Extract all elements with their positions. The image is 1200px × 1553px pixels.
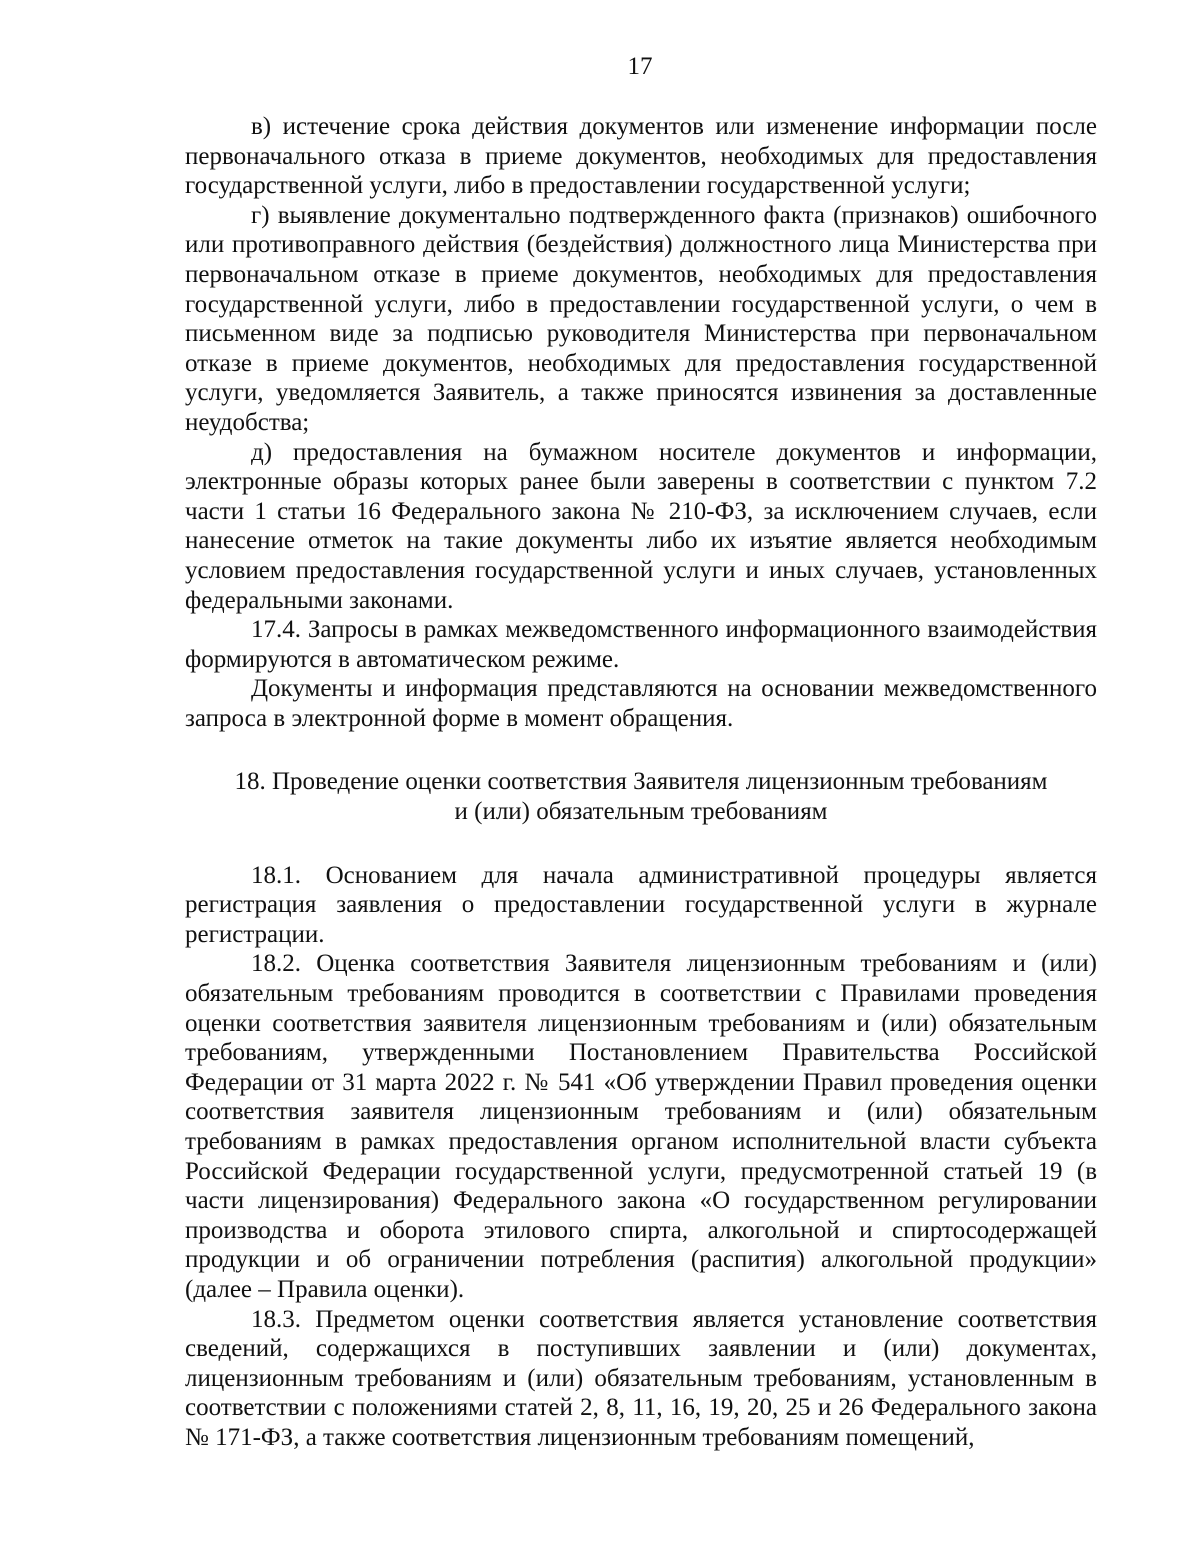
- paragraph-g: г) выявление документально подтвержденного факта (признаков) ошибочного или противоправного действия (бездействия) должностного лица Министерства при первоначальном отказе в приеме документов, необходимых для предоставления государственной услуги, либо в предоставлении государственной услуги, о чем в письменном виде за подписью руководителя Министерства при первоначальном отказе в приеме документов, необходимых для предоставления государственной услуги, уведомляется Заявитель, а также приносятся извинения за доставленные неудобства;: [185, 201, 1097, 436]
- paragraph-17-4: 17.4. Запросы в рамках межведомственного информационного взаимодействия формируются в автоматическом режиме.: [185, 616, 1097, 673]
- document-body: [185, 112, 1097, 1453]
- paragraph-v: в) истечение срока действия документов или изменение информации после первоначального отказа в приеме документов, необходимых для предоставления государственной услуги, либо в предоставлении государственной услуги;: [185, 113, 1097, 200]
- paragraph-18-2: 18.2. Оценка соответствия Заявителя лицензионным требованиям и (или) обязательным требованиям проводится в соответствии с Правилами проведения оценки соответствия заявителя лицензионным требованиям и (или) обязательным требованиям, утвержденными Постановлением Правительства Российской Федерации от 31 марта 2022 г. № 541 «Об утверждении Правил проведения оценки соответствия заявителя лицензионным требованиям и (или) обязательным требованиям в рамках предоставления органом исполнительной власти субъекта Российской Федерации государственной услуги, предусмотренной статьей 19 (в части лицензирования) Федерального закона «О государственном регулировании производства и оборота этилового спирта, алкогольной и спиртосодержащей продукции и об ограничении потребления (распития) алкогольной продукции» (далее – Правила оценки).: [185, 950, 1097, 1303]
- section-heading-18: [185, 767, 1097, 826]
- paragraph-18-1: 18.1. Основанием для начала административной процедуры является регистрация заявления о предоставлении государственной услуги в журнале регистрации.: [185, 861, 1097, 948]
- paragraph-documents-information: Документы и информация представляются на основании межведомственного запроса в электронной форме в момент обращения.: [185, 675, 1097, 732]
- page-number: 17: [627, 53, 653, 80]
- paragraph-18-3: 18.3. Предметом оценки соответствия является установление соответствия сведений, содержащихся в поступивших заявлении и (или) документах, лицензионным требованиям и (или) обязательным требованиям, установленным в соответствии с положениями статей 2, 8, 11, 16, 19, 20, 25 и 26 Федерального закона № 171-ФЗ, а также соответствия лицензионным требованиям помещений,: [185, 1305, 1097, 1451]
- section-heading-line-2: и (или) обязательным требованиям: [454, 798, 828, 826]
- paragraph-d: д) предоставления на бумажном носителе документов и информации, электронные образы которых ранее были заверены в соответствии с пунктом 7.2 части 1 статьи 16 Федерального закона № 210-ФЗ, за исключением случаев, если нанесение отметок на такие документы либо их изъятие является необходимым условием предоставления государственной услуги и иных случаев, установленных федеральными законами.: [185, 438, 1097, 614]
- section-heading-line-1: 18. Проведение оценки соответствия Заявителя лицензионным требованиям: [234, 768, 1048, 796]
